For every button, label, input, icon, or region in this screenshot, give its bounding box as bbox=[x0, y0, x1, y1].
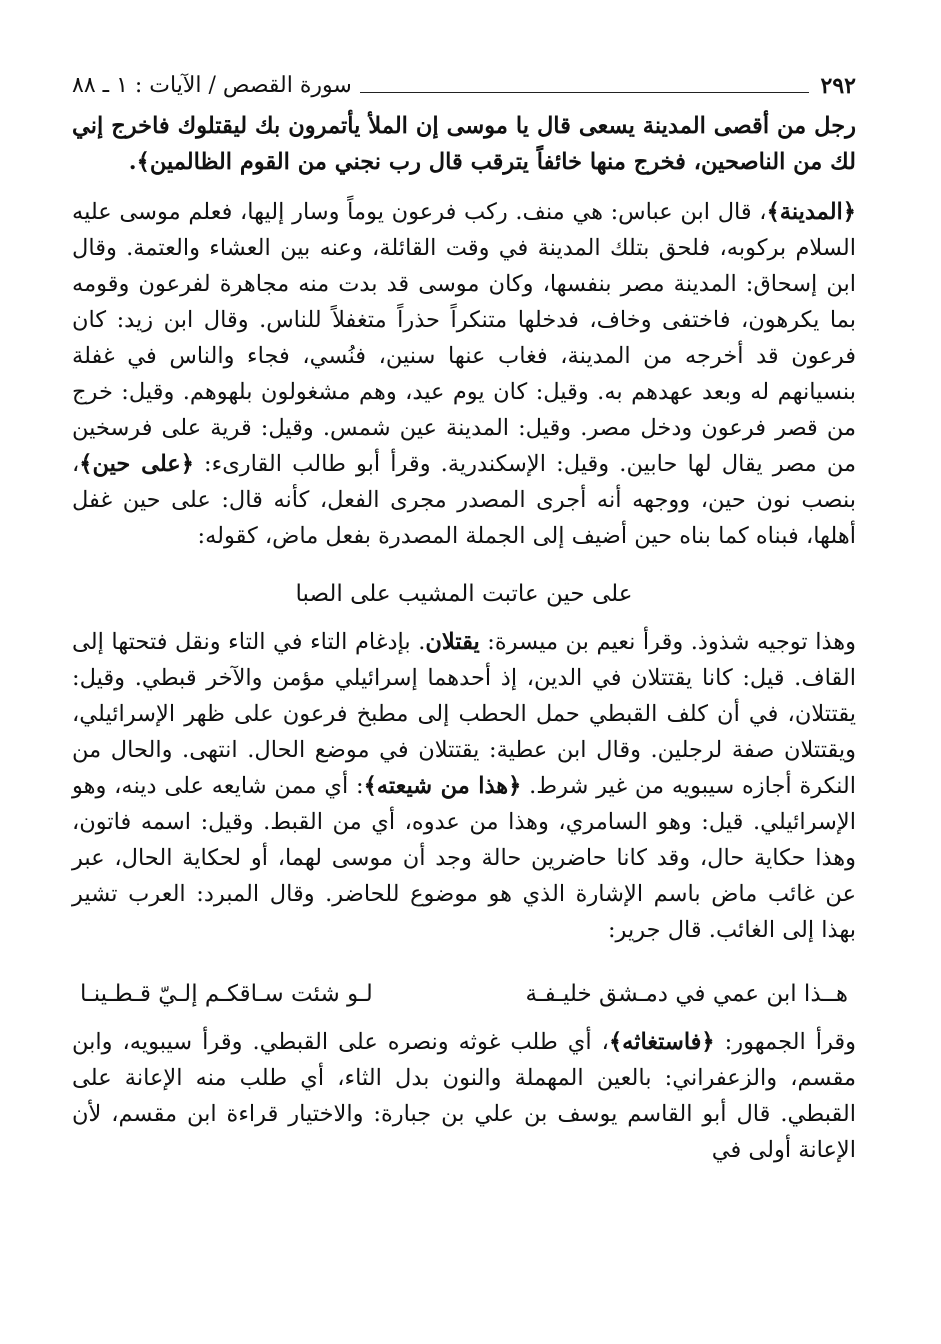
commentary-paragraph-1 bbox=[72, 194, 856, 554]
quranic-verse-paragraph: رجل من أقصى المدينة يسعى قال يا موسى إن الملأ يأتمرون بك ليقتلوك فاخرج إني لك من الناصحين، فخرج منها خائفاً يترقب قال رب نجني من القوم الظالمين﴾. bbox=[72, 113, 856, 175]
document-page bbox=[72, 68, 856, 1298]
highlighted-term: ﴿فاستغاثه﴾ bbox=[608, 1029, 715, 1055]
running-header bbox=[72, 68, 856, 100]
header-rule bbox=[360, 91, 809, 93]
poem-couplet bbox=[80, 974, 848, 1014]
poem-line: على حين عاتبت المشيب على الصبا bbox=[295, 581, 633, 607]
commentary-paragraph-3 bbox=[72, 1024, 856, 1168]
highlighted-term: ﴿على حين﴾ bbox=[79, 451, 194, 477]
page-number: ٢٩٢ bbox=[820, 73, 856, 99]
sura-title: سورة القصص / الآيات : ١ ـ ٨٨ bbox=[72, 73, 352, 98]
commentary-paragraph-2 bbox=[72, 624, 856, 948]
paragraph-text: ، قال ابن عباس: هي منف. ركب فرعون يوماً وسار إليها، فعلم موسى عليه السلام بركوبه، فلحق بتلك المدينة في وقت القائلة، وعنه بين العشاء والعتمة. وقال ابن إسحاق: المدينة مصر بنفسها، وكان موسى قد بدت منه مجاهرة لفرعون وقومه بما يكرهون، فاختفى وخاف، فدخلها متنكراً حذراً متغفلاً للناس. وقال ابن زيد: كان فرعون قد أخرجه من المدينة، فغاب عنها سنين، فنُسي، فجاء والناس في غفلة بنسيانهم له وبعد عهدهم به. وقيل: كان يوم عيد، وهم مشغولون بلهوهم. وقيل: خرج من قصر فرعون ودخل مصر. وقيل: المدينة عين شمس. وقيل: قرية على فرسخين من مصر يقال لها حابين. وقيل: الإسكندرية. وقرأ أبو طالب القارىء: bbox=[72, 199, 856, 477]
highlighted-term: ﴿المدينة﴾ bbox=[766, 199, 856, 225]
highlighted-term: ﴿هذا من شيعته﴾ bbox=[363, 773, 522, 799]
poem-hemistich-right: هــذا ابن عمي في دمـشق خليـفـة bbox=[525, 981, 848, 1007]
paragraph-text: وقرأ الجمهور: bbox=[714, 1029, 856, 1055]
paragraph-text: . بإدغام التاء في التاء ونقل فتحتها إلى القاف. قيل: كانا يقتتلان في الدين، إذ أحدهما إسرائيلي مؤمن والآخر قبطي. وقيل: يقتتلان، في أن كلف القبطي حمل الحطب إلى مطبخ فرعون على ظهر الإسرائيلي، ويقتتلان صفة لرجلين. وقال ابن عطية: يقتتلان في موضع الحال. انتهى. والحال من النكرة أجازه سيبويه من غير شرط. bbox=[72, 629, 856, 799]
paragraph-text: : أي ممن شايعه على دينه، وهو الإسرائيلي. قيل: وهو السامري، وهذا من عدوه، أي من القبط. وقيل: اسمه فاتون، وهذا حكاية حال، وقد كانا حاضرين حالة وجد أن موسى لهما، أو لحكاية الحال، عبر عن غائب ماض باسم الإشارة الذي هو موضوع للحاضر. وقال المبرد: العرب تشير بهذا إلى الغائب. قال جرير: bbox=[72, 773, 856, 943]
highlighted-term: يقتلان bbox=[425, 629, 480, 655]
poem-hemistich-left: لـو شئت سـاقكـم إلـيّ قـطـينـا bbox=[80, 981, 373, 1007]
paragraph-text: ، بنصب نون حين، ووجهه أنه أجرى المصدر مجرى الفعل، كأنه قال: على حين غفل أهلها، فبناه كما بناه حين أضيف إلى الجملة المصدرة بفعل ماض، كقوله: bbox=[72, 451, 856, 549]
paragraph-text: وهذا توجيه شذوذ. وقرأ نعيم بن ميسرة: bbox=[479, 629, 856, 655]
paragraph-text: ، أي طلب غوثه ونصره على القبطي. وقرأ سيبويه، وابن مقسم، والزعفراني: بالعين المهملة والنون بدل الثاء، أي طلب منه الإعانة على القبطي. قال أبو القاسم يوسف بن علي بن جبارة: والاختيار قراءة ابن مقسم، لأن الإعانة أولى في bbox=[72, 1029, 856, 1163]
